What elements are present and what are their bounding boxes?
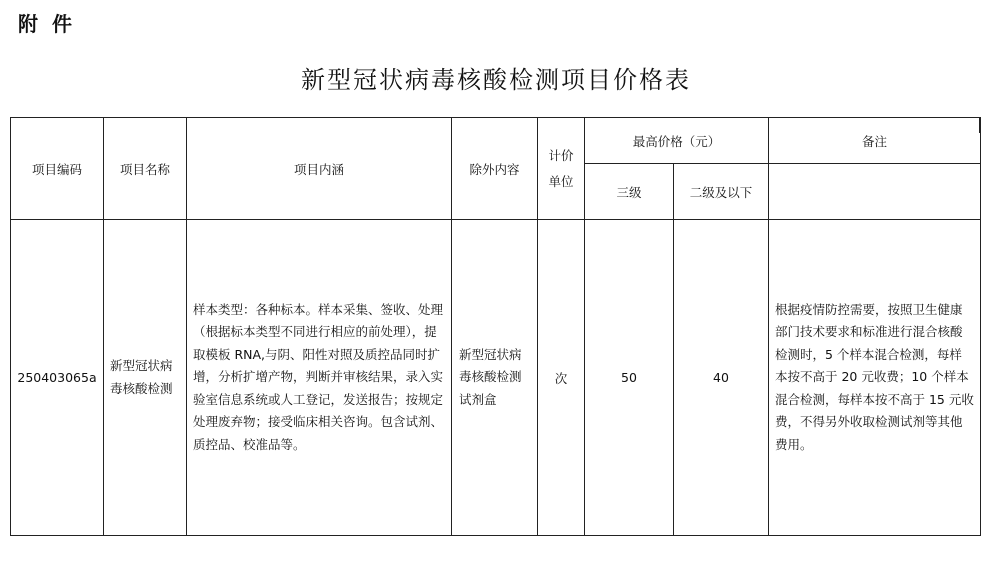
header-remarks-blank [769, 164, 981, 220]
header-content: 项目内涵 [187, 118, 452, 220]
header-code: 项目编码 [11, 118, 104, 220]
cell-content: 样本类型：各种标本。样本采集、签收、处理（根据标本类型不同进行相应的前处理），提取模板 RNA,与阴、阳性对照及质控品同时扩增，分析扩增产物，判断并审核结果，录入实验室信息系统或人工登记，发送报告；按规定处理废弃物；接受临床相关咨询。包含试剂、质控品、校准品等。 [187, 220, 452, 536]
header-level3: 三级 [585, 164, 674, 220]
page-title: 新型冠状病毒核酸检测项目价格表 [301, 66, 691, 94]
header-name: 项目名称 [104, 118, 187, 220]
header-excluded: 除外内容 [452, 118, 538, 220]
table-edge-mark [979, 117, 981, 133]
price-table [10, 117, 981, 536]
cell-level2-below: 40 [674, 220, 769, 536]
table-row [11, 220, 981, 536]
cell-level3: 50 [585, 220, 674, 536]
cell-unit: 次 [538, 220, 585, 536]
cell-excluded: 新型冠状病毒核酸检测试剂盒 [452, 220, 538, 536]
header-level2-below: 二级及以下 [674, 164, 769, 220]
header-max-price: 最高价格（元） [585, 118, 769, 164]
cell-remarks: 根据疫情防控需要，按照卫生健康部门技术要求和标准进行混合核酸检测时，5 个样本混合检测，每样本按不高于 20 元收费；10 个样本混合检测，每样本按不高于 15 元收费，不得另外收取检测试剂等其他费用。 [769, 220, 981, 536]
header-unit: 计价单位 [538, 118, 585, 220]
cell-name: 新型冠状病毒核酸检测 [104, 220, 187, 536]
cell-code: 250403065a [11, 220, 104, 536]
attachment-label: 附件 [18, 12, 86, 36]
header-remarks: 备注 [769, 118, 981, 164]
